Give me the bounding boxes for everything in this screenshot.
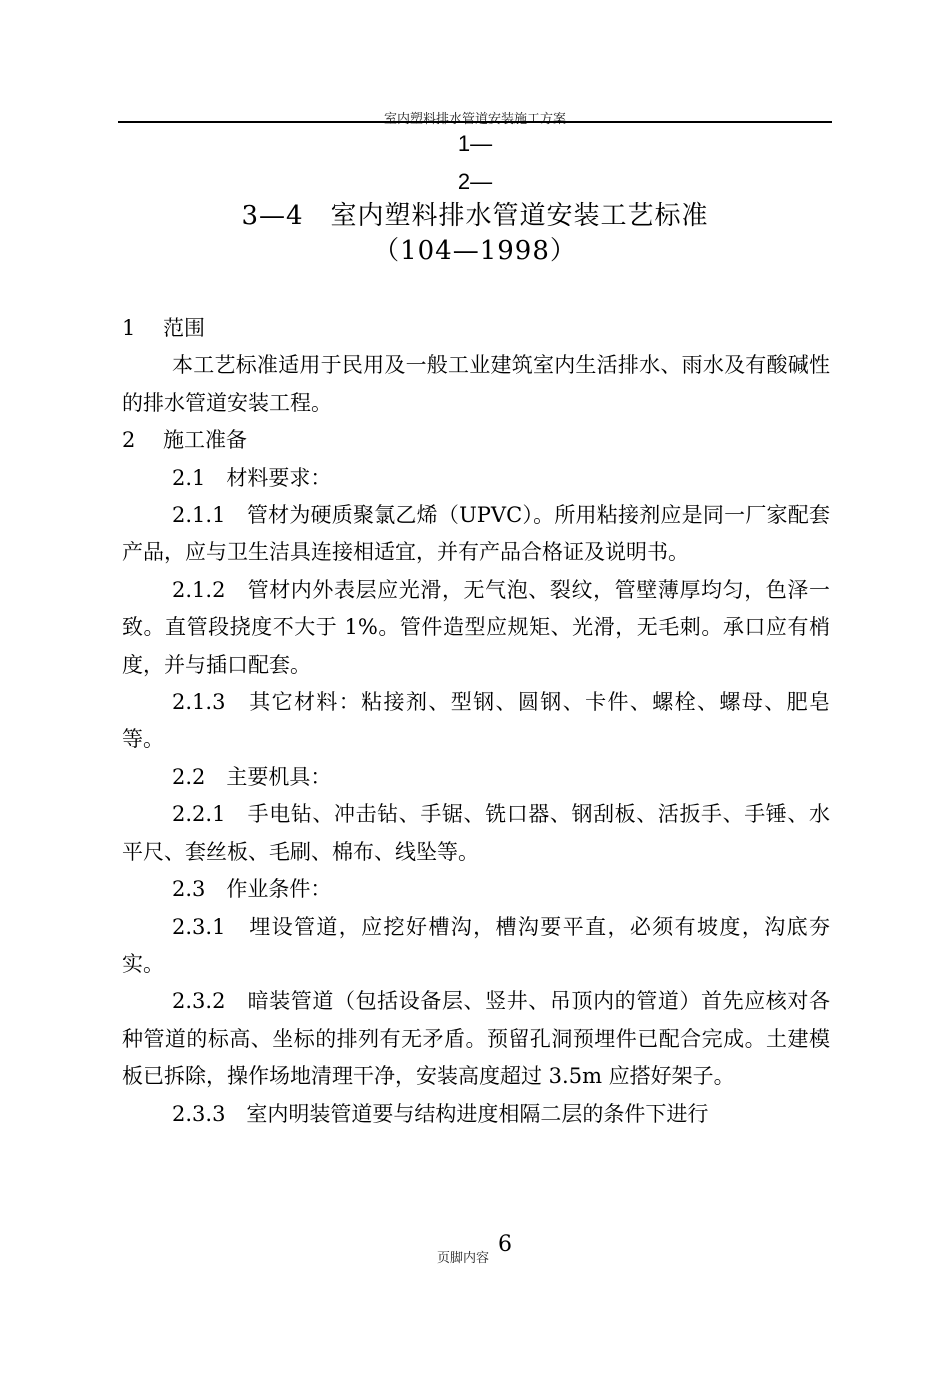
page-number: 6 [498, 1232, 512, 1257]
subsection-heading-tools: 2.2 主要机具： [172, 764, 332, 789]
section-heading-scope: 1 范围 [122, 316, 206, 340]
document-code: （104—1998） [373, 236, 577, 266]
heading-number-2: 2— [457, 169, 493, 194]
paragraph-2-1-2: 2.1.2 管材内外表层应光滑，无气泡、裂纹，管壁薄厚均匀，色泽一致。直管段挠度不大于 1%。管件造型应规矩、光滑，无毛刺。承口应有梢度，并与插口配套。 [122, 577, 830, 677]
subsection-heading-conditions: 2.3 作业条件： [172, 877, 332, 902]
section-heading-preparation: 2 施工准备 [122, 428, 248, 453]
document-title: 3—4 室内塑料排水管道安装工艺标准 [241, 201, 709, 231]
paragraph-2-3-3: 2.3.3 室内明装管道要与结构进度相隔二层的条件下进行 [172, 1101, 709, 1126]
paragraph-2-1-1: 2.1.1 管材为硬质聚氯乙烯（UPVC）。所用粘接剂应是同一厂家配套产品，应与卫生洁具连接相适宜，并有产品合格证及说明书。 [122, 503, 830, 565]
body-text [122, 310, 830, 1133]
footer-label: 页脚内容 [437, 1251, 490, 1266]
paragraph-2-3-1: 2.3.1 埋设管道，应挖好槽沟，槽沟要平直，必须有坡度，沟底夯实。 [122, 914, 830, 976]
paragraph-2-1-3: 2.1.3 其它材料：粘接剂、型钢、圆钢、卡件、螺栓、螺母、肥皂等。 [122, 690, 830, 752]
running-header-title: 室内塑料排水管道安装施工方案 [383, 112, 566, 127]
heading-number-1: 1— [457, 131, 493, 156]
subsection-heading-materials: 2.1 材料要求： [172, 465, 332, 490]
header-rule [118, 121, 832, 123]
paragraph-scope: 本工艺标准适用于民用及一般工业建筑室内生活排水、雨水及有酸碱性的排水管道安装工程。 [122, 353, 830, 415]
paragraph-2-2-1: 2.2.1 手电钻、冲击钻、手锯、铣口器、钢刮板、活扳手、手锤、水平尺、套丝板、毛刷、棉布、线坠等。 [122, 802, 830, 864]
paragraph-2-3-2: 2.3.2 暗装管道（包括设备层、竖井、吊顶内的管道）首先应核对各种管道的标高、坐标的排列有无矛盾。预留孔洞预埋件已配合完成。土建模板已拆除，操作场地清理干净，安装高度超过 3.5m 应搭好架子。 [122, 989, 830, 1089]
